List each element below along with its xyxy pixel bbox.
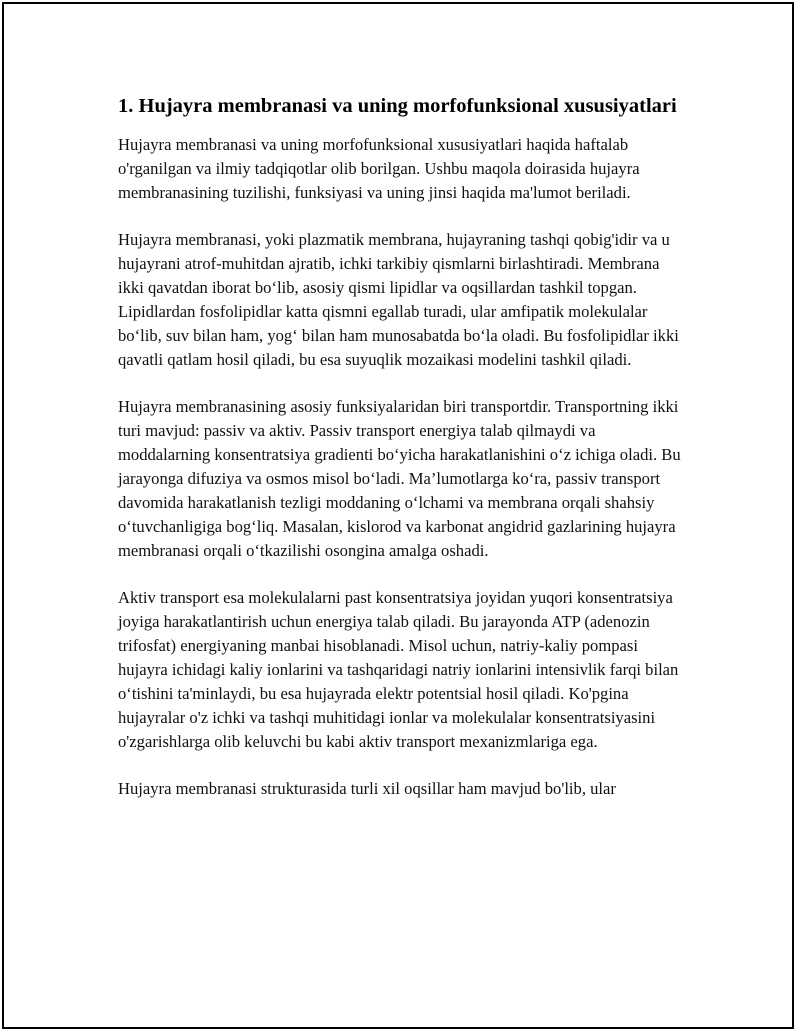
paragraph-intro: Hujayra membranasi va uning morfofunksional xususiyatlari haqida haftalab o'rganilgan va ilmiy tadqiqotlar olib borilgan. Ushbu maqola doirasida hujayra membranasining tuzilishi, funksiyasi va uning jinsi haqida ma'lumot beriladi. [118, 135, 640, 202]
paragraph-passive-transport: Hujayra membranasining asosiy funksiyalaridan biri transportdir. Transportning ikki turi mavjud: passiv va aktiv. Passiv transport energiya talab qilmaydi va moddalarning konsentratsiya gradienti bo‘yicha harakatlanishini o‘z ichiga oladi. Bu jarayonga difuziya va osmos misol bo‘ladi. Ma’lumotlarga ko‘ra, passiv transport davomida harakatlanish tezligi moddaning o‘lchami va membrana orqali shahsiy o‘tuvchanligiga bog‘liq. Masalan, kislorod va karbonat angidrid gazlarining hujayra membranasi orqali o‘tkazilishi osongina amalga oshadi. [118, 397, 681, 560]
document-body [118, 93, 684, 824]
paragraph-membrane-proteins: Hujayra membranasi strukturasida turli xil oqsillar ham mavjud bo'lib, ular [118, 779, 616, 798]
paragraph-active-transport: Aktiv transport esa molekulalarni past konsentratsiya joyidan yuqori konsentratsiya joyiga harakatlantirish uchun energiya talab qiladi. Bu jarayonda ATP (adenozin trifosfat) energiyaning manbai hisoblanadi. Misol uchun, natriy-kaliy pompasi hujayra ichidagi kaliy ionlarini va tashqaridagi natriy ionlarini intensivlik farqi bilan o‘tishini ta'minlaydi, bu esa hujayrada elektr potentsial hosil qiladi. Ko'pgina hujayralar o'z ichki va tashqi muhitidagi ionlar va molekulalar konsentratsiyasini o'zgarishlarga olib keluvchi bu kabi aktiv transport mexanizmlariga ega. [118, 588, 679, 751]
section-heading: 1. Hujayra membranasi va uning morfofunksional xususiyatlari [118, 95, 677, 117]
paragraph-membrane-structure: Hujayra membranasi, yoki plazmatik membrana, hujayraning tashqi qobig'idir va u hujayrani atrof-muhitdan ajratib, ichki tarkibiy qismlarni birlashtiradi. Membrana ikki qavatdan iborat bo‘lib, asosiy qismi lipidlar va oqsillardan tashkil topgan. Lipidlardan fosfolipidlar katta qismni egallab turadi, ular amfipatik molekulalar bo‘lib, suv bilan ham, yog‘ bilan ham munosabatda bo‘la oladi. Bu fosfolipidlar ikki qavatli qatlam hosil qiladi, bu esa suyuqlik mozaikasi modelini tashkil qiladi. [118, 230, 679, 369]
